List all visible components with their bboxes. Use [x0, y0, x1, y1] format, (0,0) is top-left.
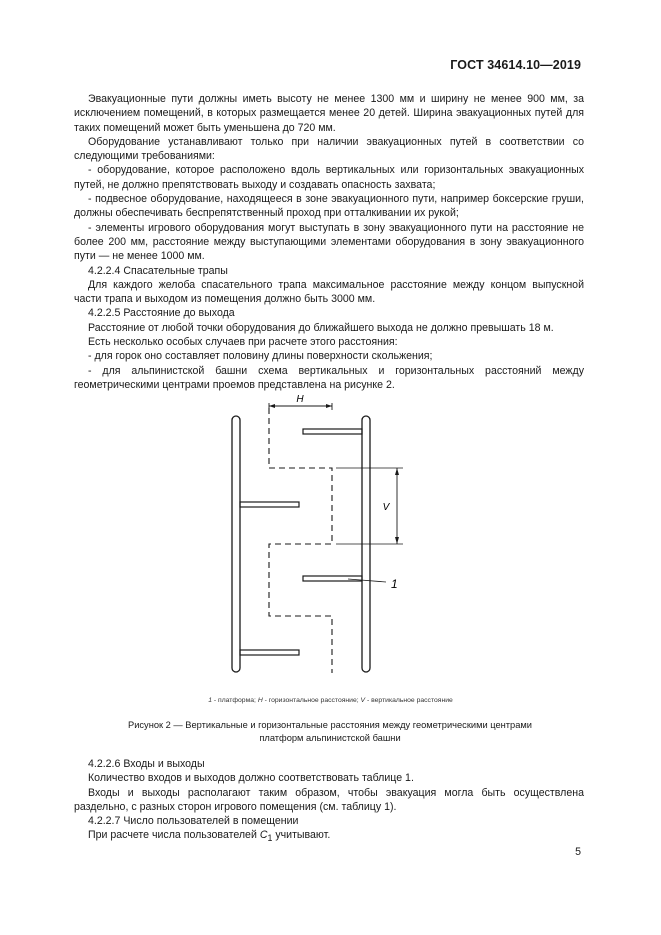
legend-num: 1 — [208, 697, 212, 704]
opening-centers-contour — [269, 408, 332, 673]
body-text-top — [74, 92, 584, 392]
legend-text: - горизонтальное расстояние; — [262, 697, 361, 704]
h-label: H — [296, 394, 304, 405]
section-heading: 4.2.2.7 Число пользователей в помещении — [88, 815, 299, 828]
list-item: - элементы игрового оборудования могут выступать в зону эвакуационного пути на расстояние не более 200 мм, расстояние между выступающими элементами оборудования в зону эвакуационного пути — не менее 1000 мм. — [74, 221, 584, 263]
legend-text: - платформа; — [211, 697, 258, 704]
caption-line: Рисунок 2 — Вертикальные и горизонтальные расстояния между геометрическими центрами — [128, 720, 532, 730]
legend-h: H — [257, 697, 263, 704]
climbing-tower-diagram — [190, 388, 430, 688]
document-header: ГОСТ 34614.10—2019 — [450, 58, 581, 72]
diagram-svg — [190, 388, 430, 688]
var-c: C — [259, 829, 268, 842]
page-number: 5 — [575, 846, 581, 858]
platform — [240, 502, 299, 507]
figure-caption — [80, 719, 580, 745]
list-item: - для горок оно составляет половину длины поверхности скольжения; — [88, 350, 433, 363]
section-heading: 4.2.2.4 Спасательные трапы — [88, 264, 228, 277]
list-item: - для альпинистской башни схема вертикальных и горизонтальных расстояний между геометрическими центрами проемов представлена на рисунке 2. — [74, 364, 584, 391]
left-rail — [232, 416, 240, 672]
callout-1: 1 — [391, 577, 398, 591]
body-text-bottom — [74, 757, 584, 846]
h-arrow-left — [269, 404, 275, 408]
section-heading: 4.2.2.5 Расстояние до выхода — [88, 307, 235, 320]
paragraph: Для каждого желоба спасательного трапа максимальное расстояние между концом выпускной части трапа и выходом из помещения должно быть 3000 мм. — [74, 278, 584, 306]
para-text: При расчете числа пользователей — [88, 829, 260, 842]
paragraph: Есть несколько особых случаев при расчете этого расстояния: — [88, 336, 398, 349]
h-arrow-right — [326, 404, 332, 408]
para-text: учитывают. — [272, 829, 331, 842]
platform — [240, 650, 299, 655]
paragraph: Эвакуационные пути должны иметь высоту не менее 1300 мм и ширину не менее 900 мм, за исключением помещений, в которых размещается менее 20 детей. Ширина эвакуационных путей для таких помещений может быть уменьшена до 720 мм. — [74, 93, 584, 134]
var-sub: 1 — [267, 833, 273, 844]
legend-text: - вертикальное расстояние — [365, 697, 453, 704]
v-arrow-top — [395, 468, 399, 475]
platform — [303, 429, 362, 434]
v-arrow-bottom — [395, 537, 399, 544]
list-item: - оборудование, которое расположено вдоль вертикальных или горизонтальных эвакуационных путей, не должно препятствовать выходу и создавать опасность захвата; — [74, 164, 584, 191]
section-heading: 4.2.2.6 Входы и выходы — [88, 758, 205, 770]
paragraph: Количество входов и выходов должно соответствовать таблице 1. — [88, 772, 414, 785]
caption-line: платформ альпинистской башни — [259, 733, 401, 743]
figure-legend — [0, 697, 661, 704]
paragraph: Расстояние от любой точки оборудования до ближайшего выхода не должно превышать 18 м. — [88, 321, 554, 334]
v-label: V — [382, 502, 390, 513]
list-item: - подвесное оборудование, находящееся в зоне эвакуационного пути, например боксерские груши, должны обеспечивать беспрепятственный проход при отталкивании их рукой; — [74, 193, 584, 220]
paragraph: Оборудование устанавливают только при наличии эвакуационных путей в соответствии со следующими требованиями: — [74, 135, 584, 163]
platform — [303, 576, 362, 581]
paragraph — [74, 828, 584, 845]
legend-v: V — [360, 697, 366, 704]
paragraph: Входы и выходы располагают таким образом, чтобы эвакуация могла быть осуществлена раздельно, с разных сторон игрового помещения (см. таблицу 1). — [74, 786, 584, 813]
